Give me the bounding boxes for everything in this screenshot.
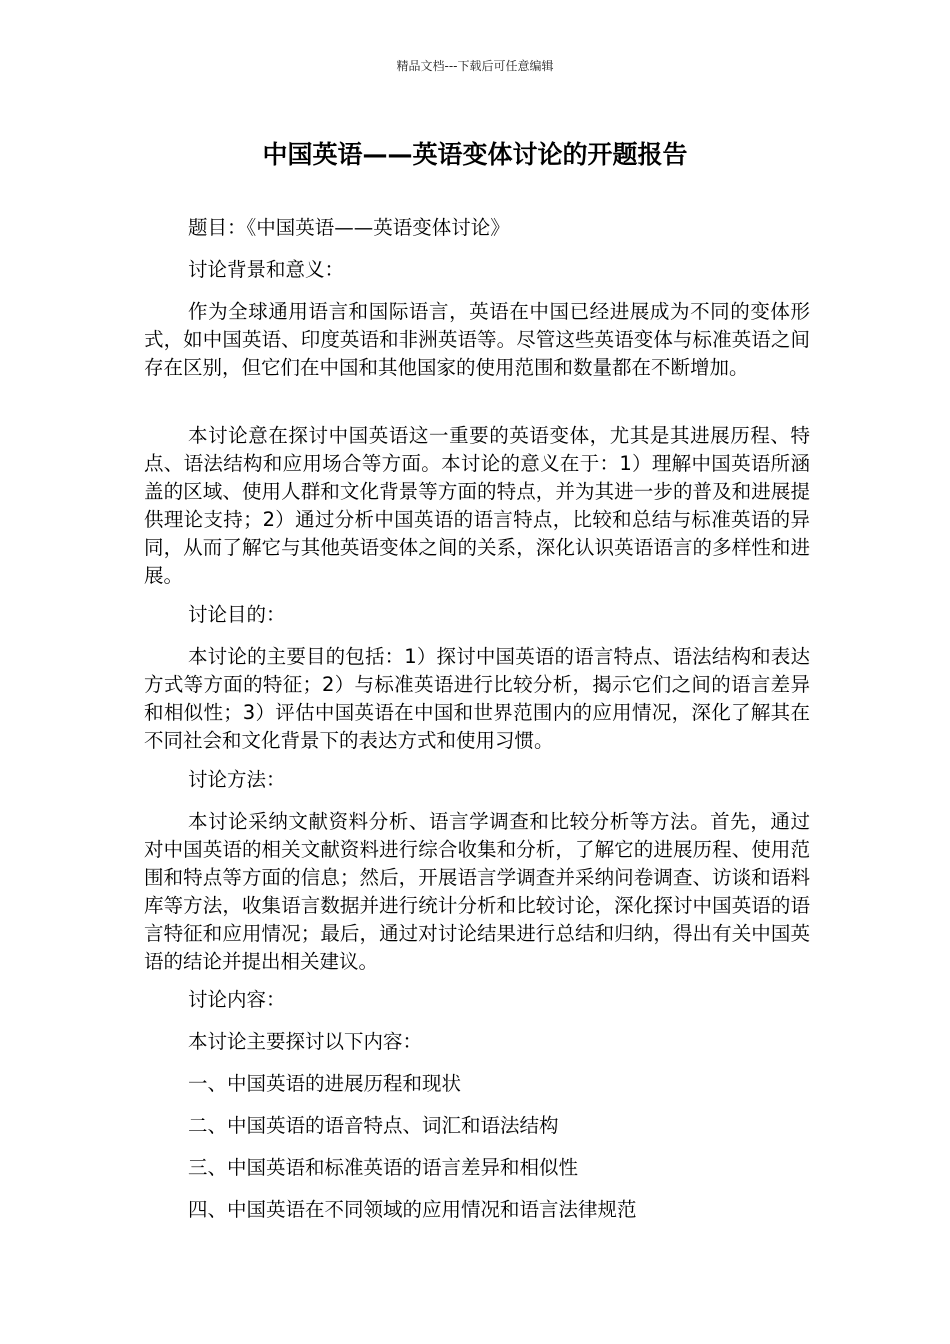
topic-line: 题目：《中国英语——英语变体讨论》 (188, 216, 510, 239)
content-list-item: 四、中国英语在不同领域的应用情况和语言法律规范 (188, 1198, 637, 1221)
page-header-note: 精品文档---下载后可任意编辑 (396, 59, 554, 73)
document-title: 中国英语——英语变体讨论的开题报告 (262, 140, 688, 169)
content-list-item: 二、中国英语的语音特点、词汇和语法结构 (188, 1114, 559, 1137)
content-heading: 讨论内容： (188, 988, 286, 1011)
background-paragraph-1: 作为全球通用语言和国际语言，英语在中国已经进展成为不同的变体形式，如中国英语、印度英语和非洲英语等。尽管这些英语变体与标准英语之间存在区别，但它们在中国和其他国家的使用范围和数量都在不断增加。 (144, 300, 810, 379)
purpose-paragraph: 本讨论的主要目的包括：1）探讨中国英语的语言特点、语法结构和表达方式等方面的特征；2）与标准英语进行比较分析，揭示它们之间的语言差异和相似性；3）评估中国英语在中国和世界范围内的应用情况，深化了解其在不同社会和文化背景下的表达方式和使用习惯。 (144, 645, 810, 752)
background-paragraph-2: 本讨论意在探讨中国英语这一重要的英语变体，尤其是其进展历程、特点、语法结构和应用场合等方面。本讨论的意义在于：1）理解中国英语所涵盖的区域、使用人群和文化背景等方面的特点，并为其进一步的普及和进展提供理论支持；2）通过分析中国英语的语言特点，比较和总结与标准英语的异同，从而了解它与其他英语变体之间的关系，深化认识英语语言的多样性和进展。 (144, 424, 810, 587)
method-paragraph: 本讨论采纳文献资料分析、语言学调查和比较分析等方法。首先，通过对中国英语的相关文献资料进行综合收集和分析，了解它的进展历程、使用范围和特点等方面的信息；然后，开展语言学调查并采纳问卷调查、访谈和语料库等方法，收集语言数据并进行统计分析和比较讨论，深化探讨中国英语的语言特征和应用情况；最后，通过对讨论结果进行总结和归纳，得出有关中国英语的结论并提出相关建议。 (144, 810, 810, 973)
content-list-item: 三、中国英语和标准英语的语言差异和相似性 (188, 1156, 579, 1179)
purpose-heading: 讨论目的： (188, 603, 286, 626)
background-heading: 讨论背景和意义： (188, 258, 345, 281)
content-intro: 本讨论主要探讨以下内容： (188, 1030, 423, 1053)
content-list-item: 一、中国英语的进展历程和现状 (188, 1072, 462, 1095)
method-heading: 讨论方法： (188, 768, 286, 791)
